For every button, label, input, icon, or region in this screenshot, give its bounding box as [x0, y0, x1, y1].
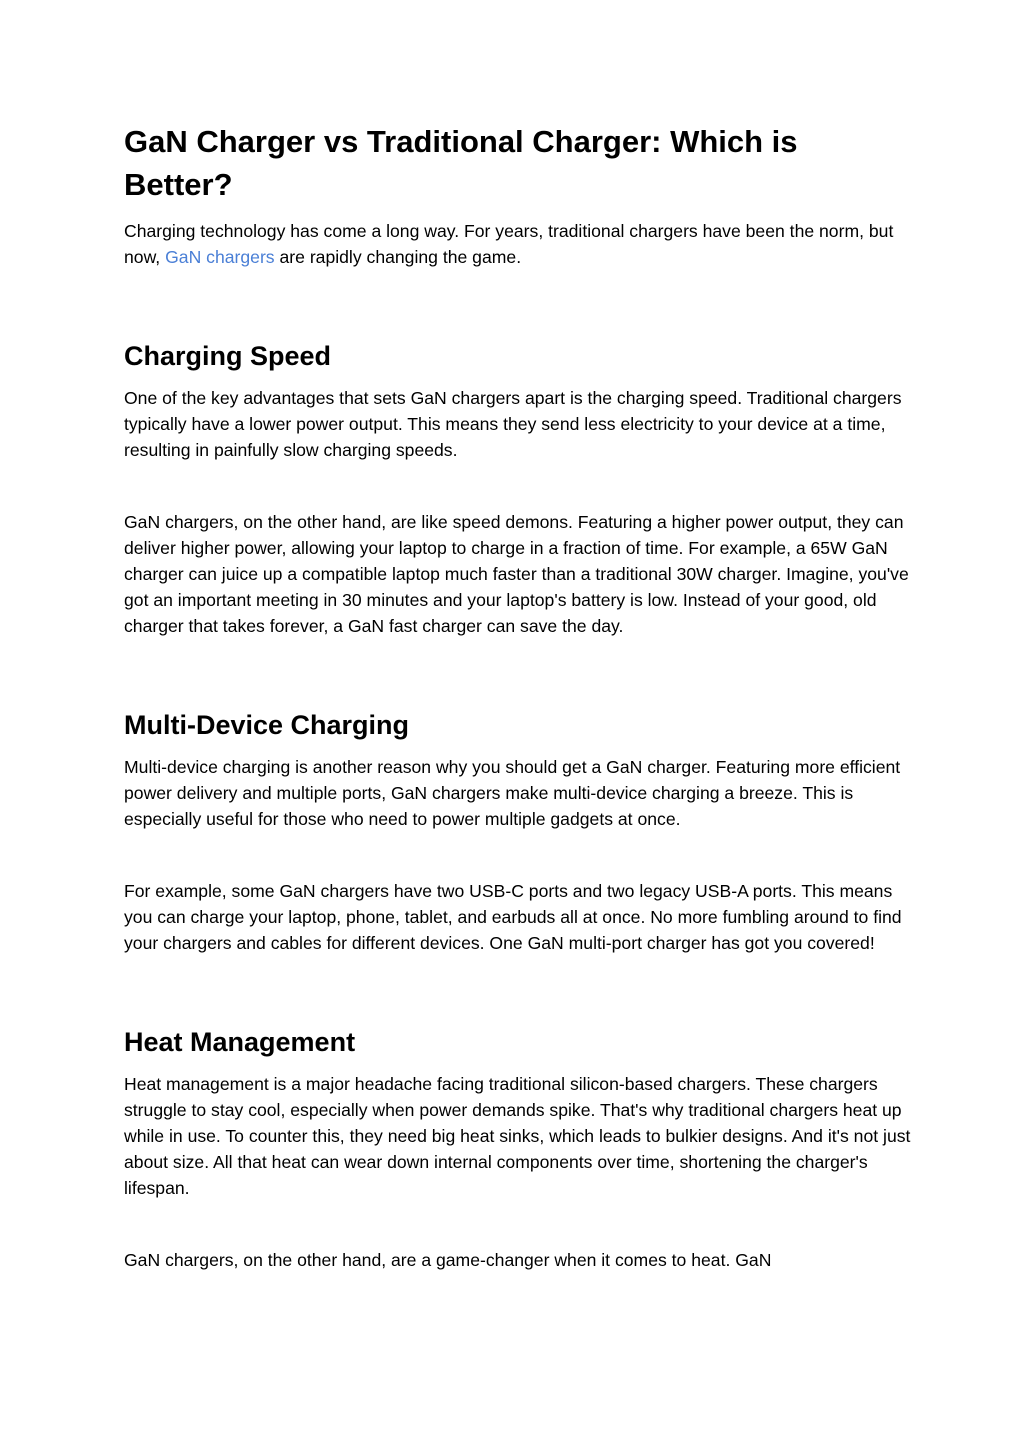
intro-paragraph — [124, 218, 914, 270]
gan-chargers-link[interactable]: GaN chargers — [165, 247, 275, 267]
page-title: GaN Charger vs Traditional Charger: Which is Better? — [124, 124, 798, 202]
section-heading-multi-device-charging: Multi-Device Charging — [124, 710, 410, 740]
document-page — [124, 120, 914, 1273]
charging-speed-paragraph-2: GaN chargers, on the other hand, are like speed demons. Featuring a higher power output, they can deliver higher power, allowing your laptop to charge in a fraction of time. For example, a 65W GaN charger can juice up a compatible laptop much faster than a traditional 30W charger. Imagine, you've got an important meeting in 30 minutes and your laptop's battery is low. Instead of your good, old charger that takes forever, a GaN fast charger can save the day. — [124, 512, 909, 636]
intro-text-before-link: Charging technology has come a long way. For years, traditional chargers have been the norm, but now, — [124, 221, 894, 267]
heat-management-paragraph-2: GaN chargers, on the other hand, are a game-changer when it comes to heat. GaN — [124, 1250, 772, 1270]
heat-management-paragraph-1: Heat management is a major headache facing traditional silicon-based chargers. These chargers struggle to stay cool, especially when power demands spike. That's why traditional chargers heat up while in use. To counter this, they need big heat sinks, which leads to bulkier designs. And it's not just about size. All that heat can wear down internal components over time, shortening the charger's lifespan. — [124, 1074, 911, 1198]
section-heading-charging-speed: Charging Speed — [124, 341, 332, 371]
charging-speed-paragraph-1: One of the key advantages that sets GaN chargers apart is the charging speed. Traditional chargers typically have a lower power output. This means they send less electricity to your device at a time, resulting in painfully slow charging speeds. — [124, 388, 902, 460]
multi-device-paragraph-1: Multi-device charging is another reason why you should get a GaN charger. Featuring more efficient power delivery and multiple ports, GaN chargers make multi-device charging a breeze. This is especially useful for those who need to power multiple gadgets at once. — [124, 757, 901, 829]
section-heading-heat-management: Heat Management — [124, 1027, 356, 1057]
multi-device-paragraph-2: For example, some GaN chargers have two USB-C ports and two legacy USB-A ports. This means you can charge your laptop, phone, tablet, and earbuds all at once. No more fumbling around to find your chargers and cables for different devices. One GaN multi-port charger has got you covered! — [124, 881, 902, 953]
intro-text-after-link: are rapidly changing the game. — [274, 247, 522, 267]
